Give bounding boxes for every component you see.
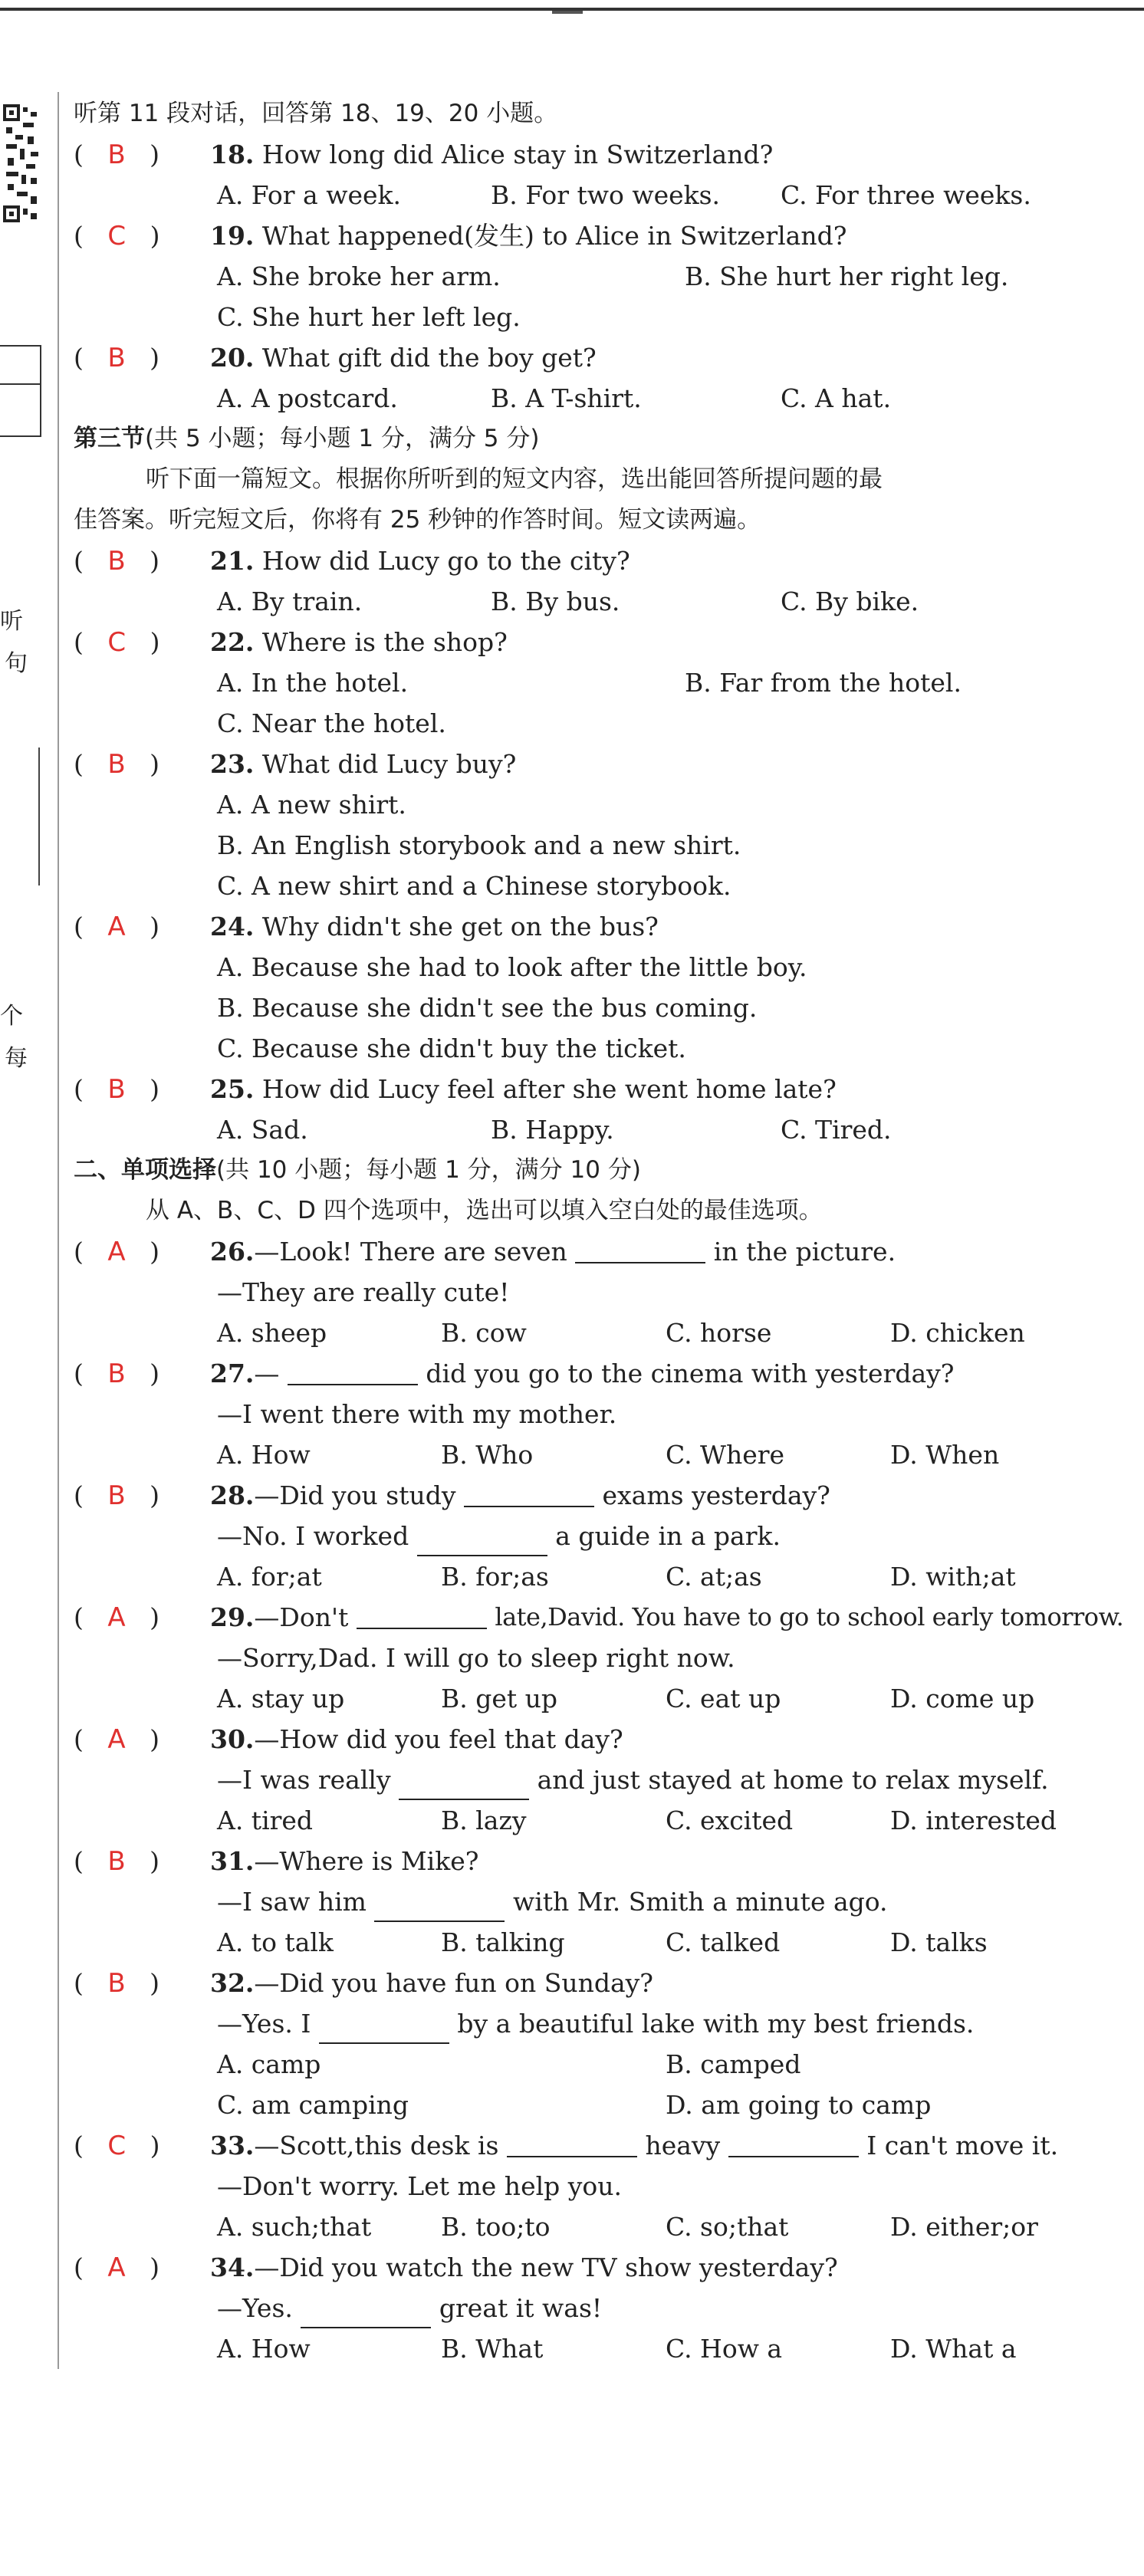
dialogue-reply: —They are really cute! (217, 1277, 510, 1307)
question-number: 29. (210, 1602, 255, 1632)
option-a: A. camp (217, 2049, 321, 2079)
question-28 (74, 1475, 1143, 1516)
question-number: 20. (210, 343, 255, 373)
answer-blank (575, 1231, 705, 1263)
options-32-cd (217, 2085, 1143, 2125)
option-c: C. excited (666, 1806, 794, 1835)
question-text: How long did Alice stay in Switzerland? (261, 140, 774, 169)
options-28 (217, 1556, 1143, 1597)
margin-char-ge: 个 (0, 1003, 23, 1030)
question-text: —Don't (254, 1602, 349, 1632)
answer-blank (728, 2125, 859, 2157)
question-text: heavy (645, 2131, 721, 2160)
answer-blank (301, 2296, 431, 2328)
option-b: B. Far from the hotel. (685, 668, 962, 698)
answer-blank (357, 1597, 487, 1629)
answer-mark: C (107, 627, 127, 658)
question-number: 31. (210, 1846, 255, 1876)
dialogue-reply: —Don't worry. Let me help you. (217, 2171, 623, 2201)
option-b: B. What (441, 2334, 544, 2364)
answer-blank (417, 1524, 547, 1556)
question-text: in the picture. (713, 1237, 896, 1267)
section-title: 第三节 (74, 425, 145, 452)
question-18 (74, 134, 1143, 175)
option-a: A. For a week. (217, 180, 401, 210)
answer-mark: B (107, 1359, 126, 1389)
question-20 (74, 337, 1143, 378)
question-text: What gift did the boy get? (261, 343, 597, 373)
answer-mark: A (107, 1237, 126, 1267)
question-text: did you go to the cinema with yesterday? (426, 1359, 955, 1388)
question-number: 19. (210, 221, 255, 251)
options-33 (217, 2206, 1143, 2247)
section-note: (共 5 小题；每小题 1 分，满分 5 分) (145, 425, 540, 452)
answer-blank (374, 1890, 505, 1922)
question-text: —Did you watch the new TV show yesterday? (254, 2252, 838, 2282)
answer-slot: ( C ) (74, 221, 160, 251)
question-text: —Where is Mike? (254, 1846, 479, 1876)
option-d: D. with;at (890, 1562, 1016, 1592)
option-a: A. A new shirt. (217, 790, 406, 820)
answer-blank (464, 1475, 594, 1507)
part-note: (共 10 小题；每小题 1 分，满分 10 分) (216, 1156, 641, 1184)
question-33 (74, 2125, 1143, 2166)
question-30 (74, 1719, 1143, 1760)
question-text: — (254, 1359, 280, 1388)
qr-code-icon (0, 101, 43, 228)
options-30 (217, 1800, 1143, 1841)
answer-mark: A (107, 912, 126, 942)
answer-slot: ( A ) (74, 2252, 159, 2283)
answer-mark: B (107, 343, 126, 373)
question-number: 30. (210, 1724, 255, 1754)
answer-mark: C (107, 2131, 127, 2161)
option-c: C. Because she didn't buy the ticket. (217, 1033, 686, 1063)
answer-slot: ( A ) (74, 1602, 159, 1633)
option-a: A. to talk (217, 1927, 334, 1957)
option-c: C. so;that (666, 2212, 789, 2242)
reply-text: and just stayed at home to relax myself. (537, 1765, 1049, 1795)
option-a: A. Sad. (217, 1115, 308, 1145)
option-c: C. By bike. (781, 586, 919, 616)
answer-mark: B (107, 546, 126, 577)
option-a: A. such;that (217, 2212, 372, 2242)
option-b: B. for;as (441, 1562, 549, 1592)
options-34 (217, 2328, 1143, 2369)
options-27 (217, 1434, 1143, 1475)
question-number: 33. (210, 2131, 255, 2160)
option-a: A. She broke her arm. (217, 261, 501, 291)
question-text: —Scott,this desk is (254, 2131, 499, 2160)
option-c: C. Where (666, 1440, 785, 1470)
option-b: B. She hurt her right leg. (685, 261, 1009, 291)
answer-slot: ( C ) (74, 627, 160, 658)
section-intro: 听第 11 段对话，回答第 18、19、20 小题。 (74, 100, 558, 127)
option-d: D. either;or (890, 2212, 1038, 2242)
question-26 (74, 1231, 1143, 1272)
answer-slot: ( B ) (74, 343, 160, 373)
options-18 (217, 175, 1143, 215)
option-a: A. tired (217, 1806, 314, 1835)
question-25 (74, 1069, 1143, 1109)
question-22 (74, 622, 1143, 662)
question-number: 34. (210, 2252, 255, 2282)
option-c: C. horse (666, 1318, 772, 1348)
option-b: B. Who (441, 1440, 534, 1470)
dialogue-reply (74, 1760, 1143, 1800)
top-rule-mark (552, 11, 583, 14)
option-a: A. How (217, 1440, 311, 1470)
answer-slot: ( A ) (74, 912, 159, 942)
option-a: A. for;at (217, 1562, 322, 1592)
question-text: —How did you feel that day? (254, 1724, 623, 1754)
options-25 (217, 1109, 1143, 1150)
option-c: C. Tired. (781, 1115, 892, 1145)
answer-mark: A (107, 1724, 126, 1755)
option-d: D. What a (890, 2334, 1017, 2364)
option-d: D. talks (890, 1927, 988, 1957)
reply-text: great it was! (439, 2293, 603, 2323)
dialogue-reply (74, 2288, 1143, 2328)
question-number: 21. (210, 546, 255, 576)
part-2-instructions: 从 A、B、C、D 四个选项中，选出可以填入空白处的最佳选项。 (146, 1197, 823, 1224)
option-a: A. stay up (217, 1684, 345, 1714)
answer-slot: ( A ) (74, 1724, 159, 1755)
options-22 (217, 662, 1143, 703)
option-d: D. come up (890, 1684, 1035, 1714)
question-number: 24. (210, 912, 255, 941)
answer-slot: ( B ) (74, 1480, 160, 1511)
dialogue-reply (74, 1881, 1143, 1922)
options-19 (217, 256, 1143, 297)
answer-slot: ( B ) (74, 1846, 160, 1877)
option-c: C. eat up (666, 1684, 781, 1714)
option-b: B. camped (666, 2049, 801, 2079)
question-text: What did Lucy buy? (261, 749, 517, 779)
options-32-ab (217, 2044, 1143, 2085)
option-c: C. Near the hotel. (217, 708, 446, 738)
question-text: —Did you have fun on Sunday? (254, 1968, 653, 1998)
answer-slot: ( A ) (74, 1237, 159, 1267)
options-21 (217, 581, 1143, 622)
option-a: A. In the hotel. (217, 668, 409, 698)
answer-blank (319, 2012, 449, 2044)
answer-slot: ( B ) (74, 749, 160, 780)
question-text: How did Lucy feel after she went home late? (261, 1074, 837, 1104)
left-margin-box (0, 345, 41, 437)
margin-char-mei: 每 (5, 1045, 28, 1072)
question-19 (74, 215, 1143, 256)
question-number: 25. (210, 1074, 255, 1104)
option-b: B. A T-shirt. (491, 383, 642, 413)
section-instructions-1: 听下面一篇短文。根据你所听到的短文内容，选出能回答所提问题的最 (146, 465, 883, 493)
option-c: C. A hat. (781, 383, 892, 413)
reply-text: by a beautiful lake with my best friends. (457, 2009, 975, 2039)
reply-text: with Mr. Smith a minute ago. (512, 1887, 888, 1917)
section-3-heading (74, 419, 1143, 459)
answer-mark: B (107, 1846, 126, 1877)
left-margin-rule (58, 92, 59, 2369)
question-number: 32. (210, 1968, 255, 1998)
reply-text: —No. I worked (217, 1521, 409, 1551)
option-c: C. A new shirt and a Chinese storybook. (217, 871, 731, 901)
answer-mark: B (107, 749, 126, 780)
reply-text: —Yes. I (217, 2009, 311, 2039)
option-d: D. When (890, 1440, 1000, 1470)
answer-slot: ( B ) (74, 140, 160, 170)
margin-char-ting: 听 (0, 608, 23, 635)
option-d: D. interested (890, 1806, 1057, 1835)
question-number: 27. (210, 1359, 255, 1388)
dialogue-reply: —I went there with my mother. (217, 1399, 617, 1429)
answer-slot: ( B ) (74, 1359, 160, 1389)
answer-mark: B (107, 140, 126, 170)
answer-mark: A (107, 2252, 126, 2283)
part-2-heading (74, 1150, 1143, 1191)
question-29 (74, 1597, 1143, 1638)
left-margin-bracket (0, 748, 40, 886)
question-31 (74, 1841, 1143, 1881)
answer-blank (507, 2125, 637, 2157)
options-31 (217, 1922, 1143, 1963)
reply-text: —I was really (217, 1765, 391, 1795)
answer-blank (399, 1768, 529, 1800)
option-a: A. How (217, 2334, 311, 2364)
option-a: A. Because she had to look after the little boy. (217, 952, 807, 982)
option-a: A. sheep (217, 1318, 327, 1348)
question-number: 28. (210, 1480, 255, 1510)
question-text: —Did you study (254, 1480, 456, 1510)
reply-text: —I saw him (217, 1887, 367, 1917)
option-b: B. lazy (441, 1806, 527, 1835)
option-b: B. cow (441, 1318, 527, 1348)
answer-blank (288, 1353, 418, 1385)
dialogue-reply (74, 2003, 1143, 2044)
option-b: B. For two weeks. (491, 180, 721, 210)
margin-char-ju: 句 (5, 650, 28, 677)
worksheet-content (74, 94, 1143, 2369)
dialogue-reply: —Sorry,Dad. I will go to sleep right now. (217, 1643, 735, 1673)
options-20 (217, 378, 1143, 419)
option-b: B. talking (441, 1927, 565, 1957)
option-b: B. An English storybook and a new shirt. (217, 830, 741, 860)
answer-mark: B (107, 1968, 126, 1999)
option-c: C. talked (666, 1927, 781, 1957)
answer-mark: B (107, 1480, 126, 1511)
question-number: 18. (210, 140, 255, 169)
option-a: A. A postcard. (217, 383, 398, 413)
option-d: D. chicken (890, 1318, 1025, 1348)
option-b: B. Because she didn't see the bus coming. (217, 993, 758, 1023)
option-b: B. Happy. (491, 1115, 614, 1145)
question-number: 22. (210, 627, 255, 657)
question-34 (74, 2247, 1143, 2288)
question-text: I can't move it. (866, 2131, 1059, 2160)
question-text: Why didn't she get on the bus? (261, 912, 659, 941)
question-text: late,David. You have to go to school early tomorrow. (495, 1602, 1124, 1631)
question-23 (74, 744, 1143, 784)
question-text: exams yesterday? (602, 1480, 830, 1510)
answer-mark: A (107, 1602, 126, 1633)
option-c: C. She hurt her left leg. (217, 302, 521, 332)
answer-mark: C (107, 221, 127, 251)
question-text: Where is the shop? (261, 627, 508, 657)
question-text: What happened(发生) to Alice in Switzerland? (261, 221, 847, 251)
option-d: D. am going to camp (666, 2090, 932, 2120)
question-number: 26. (210, 1237, 255, 1267)
question-number: 23. (210, 749, 255, 779)
option-b: B. get up (441, 1684, 558, 1714)
answer-mark: B (107, 1074, 126, 1105)
options-26 (217, 1313, 1143, 1353)
question-32 (74, 1963, 1143, 2003)
question-text: How did Lucy go to the city? (261, 546, 630, 576)
answer-slot: ( B ) (74, 1074, 160, 1105)
option-b: B. By bus. (491, 586, 620, 616)
section-instructions-2: 佳答案。听完短文后，你将有 25 秒钟的作答时间。短文读两遍。 (74, 506, 761, 534)
option-c: C. at;as (666, 1562, 762, 1592)
reply-text: —Yes. (217, 2293, 293, 2323)
answer-slot: ( B ) (74, 1968, 160, 1999)
option-b: B. too;to (441, 2212, 551, 2242)
option-c: C. For three weeks. (781, 180, 1031, 210)
answer-slot: ( C ) (74, 2131, 160, 2161)
option-c: C. How a (666, 2334, 783, 2364)
question-24 (74, 906, 1143, 947)
part-title: 二、单项选择 (74, 1156, 216, 1184)
dialogue-reply (74, 1516, 1143, 1556)
question-text: —Look! There are seven (254, 1237, 567, 1267)
reply-text: a guide in a park. (555, 1521, 781, 1551)
options-29 (217, 1678, 1143, 1719)
question-27 (74, 1353, 1143, 1394)
option-a: A. By train. (217, 586, 363, 616)
question-21 (74, 540, 1143, 581)
answer-slot: ( B ) (74, 546, 160, 577)
option-c: C. am camping (217, 2090, 409, 2120)
